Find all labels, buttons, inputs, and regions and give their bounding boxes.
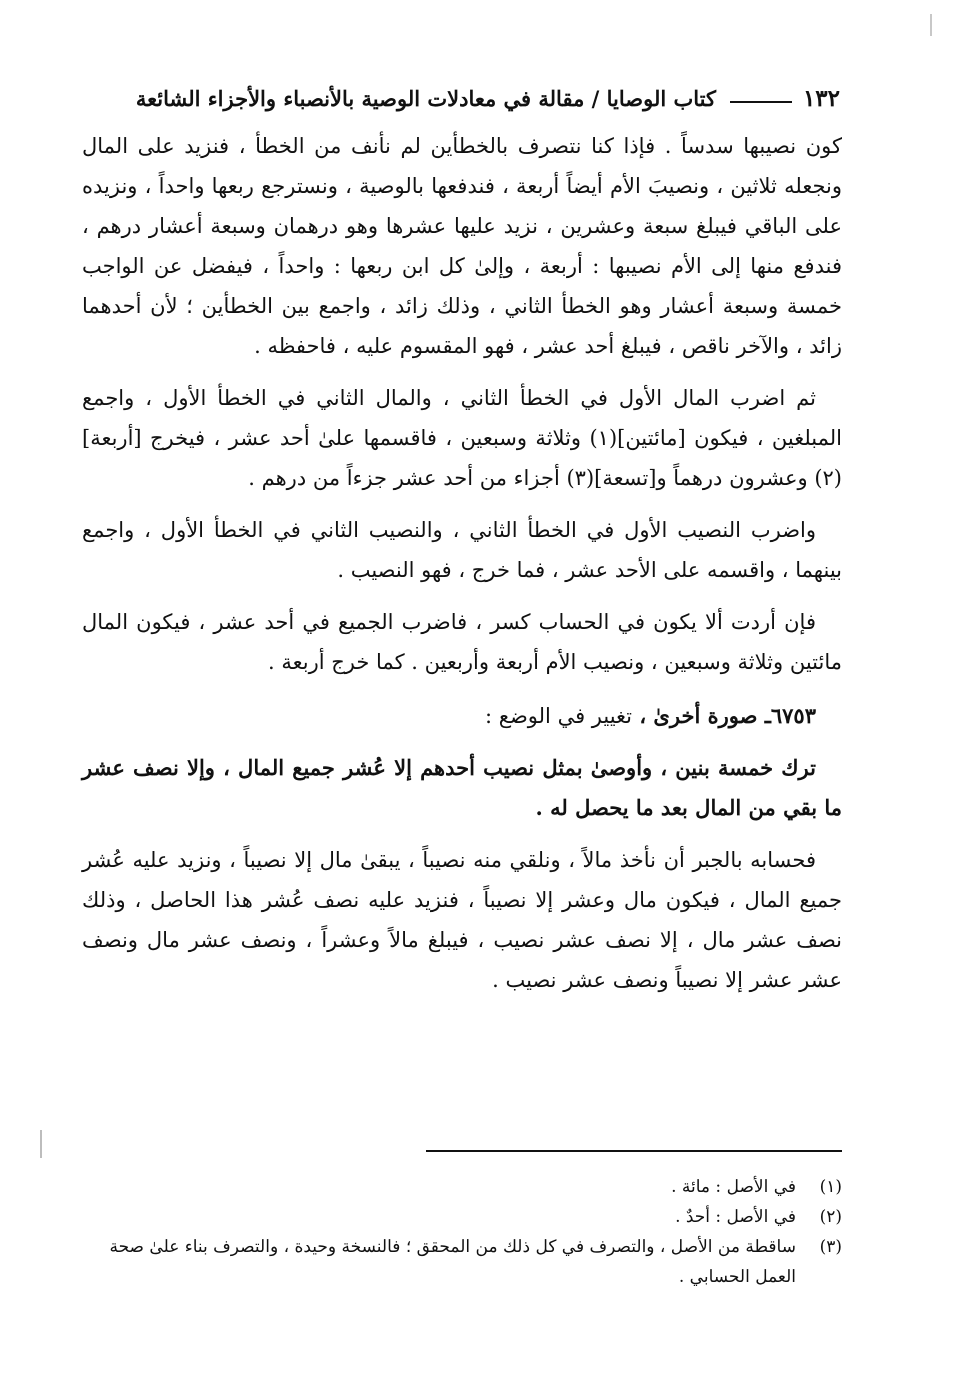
- footnote-number: (٣): [819, 1237, 842, 1257]
- section-number-title: ٦٧٥٣ـ صورة أخرىٰ ،: [639, 703, 816, 728]
- paragraph-1: كون نصيبها سدساً . فإذا كنا نتصرف بالخطأين لم نأنف من الخطأ ، فنزيد على المال ونجعله ثلاثين ، ونصيبَ الأم أيضاً أربعة ، فندفعها بالوصية ، ونسترجع ربعها واحداً ، ونزيده على الباقي فيبلغ سبعة وعشرين ، نزيد عليها عشرها وهو درهمان وسبعة أعشار درهم ، فندفع منها إلى الأم نصيبها : أربعة ، وإلىٰ كل ابن ربعها : واحداً ، فيفضل عن الواجب خمسة وسبعة أعشار وهو الخطأ الثاني ، وذلك زائد ، واجمع بين الخطأين ؛ لأن أحدهما زائد ، والآخر ناقص ، فيبلغ أحد عشر ، فهو المقسوم عليه ، فاحفظه .: [82, 134, 842, 358]
- body-text: [82, 126, 842, 1000]
- footnotes: [82, 1172, 842, 1292]
- footnote-number: (٢): [819, 1207, 842, 1227]
- paragraph-4: فإن أردت ألا يكون في الحساب كسر ، فاضرب الجميع في أحد عشر ، فيكون المال مائتين وثلاثة وسبعين ، ونصيب الأم أربعة وأربعين . كما خرج أربعة .: [82, 610, 842, 674]
- page-number: ١٣٢: [802, 85, 840, 112]
- problem-statement: ترك خمسة بنين ، وأوصىٰ بمثل نصيب أحدهم إلا عُشر جميع المال ، وإلا نصف عشر ما بقي من المال بعد ما يحصل له .: [82, 755, 842, 820]
- footnote-3: [82, 1232, 842, 1292]
- footnote-2: [82, 1202, 842, 1232]
- page-header: [82, 84, 842, 118]
- footnote-separator: [426, 1150, 842, 1152]
- section-heading-tail: تغيير في الوضع :: [485, 704, 633, 728]
- footnote-text: في الأصل : مائة .: [671, 1177, 796, 1197]
- footnote-number: (١): [819, 1177, 842, 1197]
- margin-mark: [40, 1130, 42, 1158]
- header-rule: [730, 101, 792, 103]
- solution-paragraph: فحسابه بالجبر أن نأخذ مالاً ، ونلقي منه نصيباً ، يبقىٰ مال إلا نصيباً ، ونزيد عليه عُشر جميع المال ، فيكون مال وعشر إلا نصيباً ، فنزيد عليه نصف عُشر هذا الحاصل ، وذلك نصف عشر مال ، إلا نصف عشر نصيب ، فيبلغ مالاً وعشراً ، ونصف عشر مال ونصف عشر عشر إلا نصيباً ونصف عشر نصيب .: [82, 848, 842, 992]
- paragraph-3: واضرب النصيب الأول في الخطأ الثاني ، والنصيب الثاني في الخطأ الأول ، واجمع بينهما ، واقسمه على الأحد عشر ، فما خرج ، فهو النصيب .: [82, 518, 842, 582]
- footnote-text: ساقطة من الأصل ، والتصرف في كل ذلك من المحقق ؛ فالنسخة وحيدة ، والتصرف بناء علىٰ صحة العمل الحسابي .: [109, 1237, 796, 1287]
- paragraph-2: ثم اضرب المال الأول في الخطأ الثاني ، والمال الثاني في الخطأ الأول ، واجمع المبلغين ، فيكون [مائتين](١) وثلاثة وسبعين ، فاقسمها علىٰ أحد عشر ، فيخرج [أربعة](٢) وعشرون درهماً و[تسعة](٣) أجزاء من أحد عشر جزءاً من درهم .: [82, 386, 842, 490]
- running-title: كتاب الوصايا / مقالة في معادلات الوصية بالأنصباء والأجزاء الشائعة: [135, 86, 716, 111]
- scan-edge-mark: [930, 14, 932, 36]
- footnote-1: [82, 1172, 842, 1202]
- section-heading: [82, 696, 842, 736]
- footnote-text: في الأصل : أحدٌ .: [675, 1207, 796, 1227]
